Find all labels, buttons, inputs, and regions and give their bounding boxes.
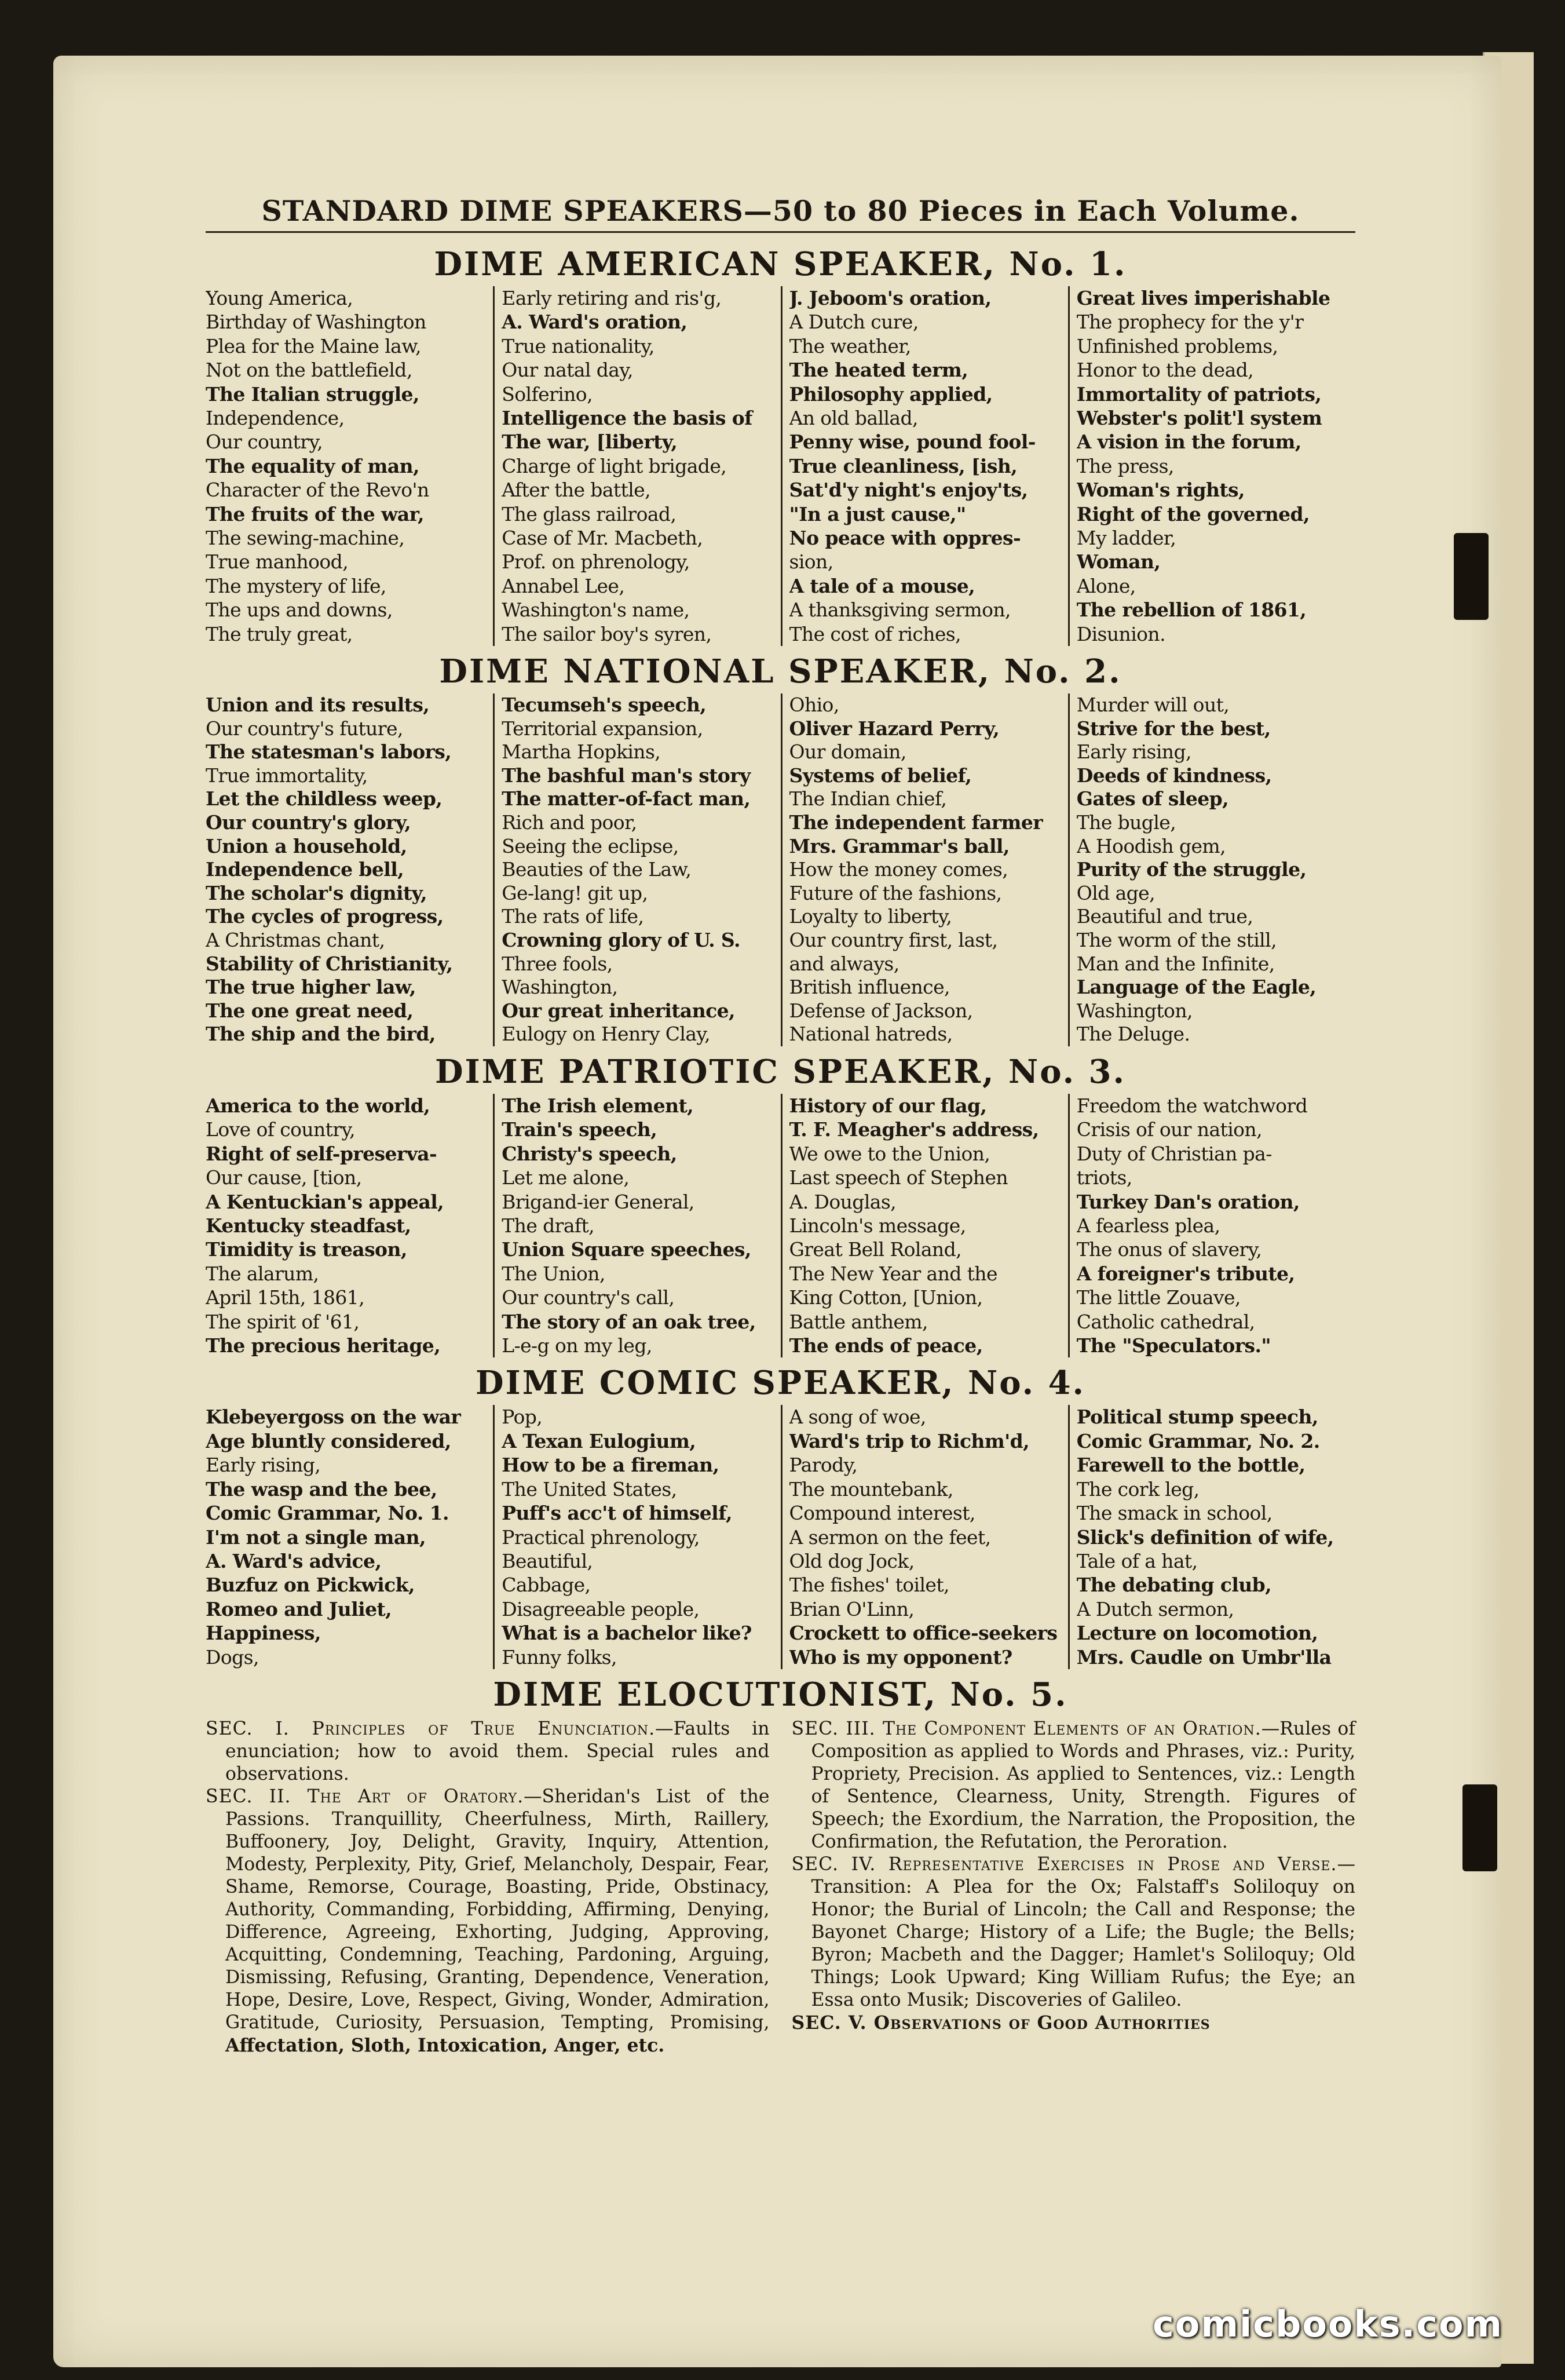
list-item: Practical phrenology, [502,1525,700,1549]
list-item: Union and its results, [206,693,430,717]
list-item: The wasp and the bee, [206,1477,437,1501]
list-item: The little Zouave, [1076,1286,1241,1309]
list-item: The glass railroad, [502,502,677,525]
list-item: Timidity is treason, [206,1238,407,1261]
list-item: After the battle, [502,479,650,502]
list-item: Let me alone, [502,1166,630,1189]
list-item: Puff's acc't of himself, [502,1502,732,1525]
list-item: Duty of Christian pa- [1076,1142,1272,1165]
list-item: A. Douglas, [789,1190,897,1213]
list-item: No peace with oppres- [789,527,1021,550]
list-item: Birthday of Washington [206,311,426,334]
list-item: "In a just cause," [789,502,966,525]
elocutionist-right-column [792,1718,1356,2057]
section-list-american [206,286,1355,646]
elocutionist-sec-2: SEC. II. The Art of Oratory.—Sheridan's List of the Passions. Tranquillity, Cheerfulness, Mirth, Raillery, Buffoonery, Joy, Delight, Gravity, Inquiry, Attention, Modesty, Perplexity, Pity, Grief, Melancholy, Despair, Fear, Shame, Remorse, Courage, Boasting, Pride, Obstinacy, Authority, Commanding, Forbidding, Affirming, Denying, Difference, Agreeing, Exhorting, Judging, Approving, Acquitting, Condemning, Teaching, Pardoning, Arguing, Dismissing, Refusing, Granting, Dependence, Veneration, Hope, Desire, Love, Respect, Giving, Wonder, Admiration, Gratitude, Curiosity, Persuasion, Tempting, Promising, Affectation, Sloth, Intoxication, Anger, etc. [206,1786,770,2056]
list-column [493,286,780,646]
list-item: Three fools, [502,952,613,975]
list-item: Right of self-preserva- [206,1142,437,1165]
list-item: Happiness, [206,1622,321,1645]
list-item: The bugle, [1076,811,1176,834]
list-item: A Christmas chant, [206,929,385,952]
list-item: sion, [789,550,833,574]
list-item: We owe to the Union, [789,1142,990,1165]
list-item: The independent farmer [789,811,1043,834]
list-item: The press, [1076,454,1174,477]
list-item: Not on the battlefield, [206,359,412,382]
list-item: T. F. Meagher's address, [789,1118,1039,1141]
list-item: Kentucky steadfast, [206,1214,411,1238]
list-item: Age bluntly considered, [206,1429,451,1452]
section-title-national: DIME NATIONAL SPEAKER, No. 2. [439,652,1122,691]
list-item: The scholar's dignity, [206,881,427,904]
list-item: Webster's polit'l system [1076,407,1322,430]
list-item: A Kentuckian's appeal, [206,1190,444,1213]
list-item: Plea for the Maine law, [206,334,421,357]
list-item: Annabel Lee, [502,574,625,597]
list-item: An old ballad, [789,407,918,430]
list-item: The equality of man, [206,454,419,477]
list-item: Right of the governed, [1076,502,1310,525]
list-item: The rats of life, [502,905,644,928]
list-item: The truly great, [206,622,353,645]
list-item: Rich and poor, [502,811,637,834]
list-item: Charge of light brigade, [502,454,727,477]
list-item: Battle anthem, [789,1310,928,1333]
list-item: Loyalty to liberty, [789,905,952,928]
list-item: Ge-lang! git up, [502,881,648,904]
list-item: Freedom the watchword [1076,1094,1308,1117]
elocutionist-left-column [206,1718,770,2057]
list-item: The war, [liberty, [502,430,678,454]
list-item: A tale of a mouse, [789,574,975,597]
list-item: A fearless plea, [1076,1214,1220,1238]
list-item: Last speech of Stephen [789,1166,1008,1189]
list-item: Martha Hopkins, [502,740,661,764]
list-item: The fruits of the war, [206,502,424,525]
list-item: Mrs. Caudle on Umbr'lla [1076,1645,1332,1669]
list-item: The prophecy for the y'r [1076,311,1304,334]
list-item: The story of an oak tree, [502,1310,756,1333]
staple-bottom [1462,1784,1497,1871]
section-list-patriotic [206,1094,1355,1357]
section-list-national [206,693,1355,1046]
list-item: Independence bell, [206,858,404,881]
list-item: Seeing the eclipse, [502,834,679,857]
elocutionist-sec-4: SEC. IV. Representative Exercises in Prose and Verse.—Transition: A Plea for the Ox; Falstaff's Soliloquy on Honor; the Burial of Lincoln; the Call and Response; the Bayonet Charge; History of a Life; the Bugle; the Bells; Byron; Macbeth and the Dagger; Hamlet's Soliloquy; Old Things; Look Upward; King William Rufus; the Eye; an Essa onto Musik; Discoveries of Galileo. [791,1853,1355,2010]
list-item: Defense of Jackson, [789,999,973,1022]
list-item: True nationality, [502,334,654,357]
list-item: Immortality of patriots, [1076,382,1322,406]
list-item: Stability of Christianity, [206,952,453,975]
list-item: The matter-of-fact man, [502,787,751,811]
list-item: Tecumseh's speech, [502,693,707,717]
list-item: Great lives imperishable [1076,287,1330,309]
list-item: Intelligence the basis of [502,407,752,430]
list-item: A thanksgiving sermon, [789,598,1011,622]
list-column [206,1405,493,1669]
site-watermark: comicbooks.com [1153,2303,1504,2345]
list-item: Prof. on phrenology, [502,550,690,574]
list-item: The sailor boy's syren, [502,622,712,645]
list-item: Ohio, [789,693,839,717]
list-item: Pop, [502,1406,543,1429]
list-item: British influence, [789,976,950,999]
list-item: Territorial expansion, [502,717,703,740]
list-item: True cleanliness, [ish, [789,454,1018,477]
list-item: Strive for the best, [1076,717,1271,740]
list-item: The debating club, [1076,1574,1272,1597]
list-item: The New Year and the [789,1262,997,1285]
list-item: Systems of belief, [789,764,972,787]
list-item: Union Square speeches, [502,1238,751,1261]
list-item: A Texan Eulogium, [502,1429,696,1452]
section-title-american: DIME AMERICAN SPEAKER, No. 1. [434,245,1127,283]
list-item: How the money comes, [789,858,1008,881]
list-item: Lecture on locomotion, [1076,1622,1318,1645]
list-item: The Union, [502,1262,605,1285]
list-item: Political stump speech, [1076,1406,1318,1429]
list-item: Brigand-ier General, [502,1190,694,1213]
list-item: Our domain, [789,740,906,764]
list-item: Man and the Infinite, [1076,952,1275,975]
elocutionist-sec-5: SEC. V. Observations of Good Authorities [791,2012,1211,2034]
list-item: and always, [789,952,899,975]
list-item: The bashful man's story [502,764,751,787]
list-item: Washington's name, [502,598,690,622]
list-item: Crowning glory of U. S. [502,929,740,952]
list-column [493,1405,780,1669]
list-item: National hatreds, [789,1023,953,1046]
list-item: The cost of riches, [789,622,961,645]
list-item: Washington, [502,976,618,999]
list-item: Early rising, [206,1454,321,1477]
list-item: The sewing-machine, [206,527,405,550]
list-item: Comic Grammar, No. 2. [1076,1429,1320,1452]
page-content [206,194,1355,2057]
list-item: Oliver Hazard Perry, [789,717,1000,740]
list-item: The fishes' toilet, [789,1574,949,1597]
list-item: The "Speculators." [1076,1334,1271,1357]
section-list-comic [206,1405,1355,1669]
list-item: The weather, [789,334,911,357]
list-item: Who is my opponent? [789,1645,1012,1669]
section-title-patriotic: DIME PATRIOTIC SPEAKER, No. 3. [434,1053,1127,1091]
list-item: The cycles of progress, [206,905,444,928]
list-item: A. Ward's advice, [206,1549,382,1572]
list-item: The alarum, [206,1262,319,1285]
list-item: Case of Mr. Macbeth, [502,527,703,550]
list-item: A song of woe, [789,1406,926,1429]
list-item: Sat'd'y night's enjoy'ts, [789,479,1028,502]
list-item: The rebellion of 1861, [1076,598,1307,622]
list-column [206,1094,493,1357]
list-item: Crisis of our nation, [1076,1118,1262,1141]
list-item: Woman's rights, [1076,479,1245,502]
page-banner: STANDARD DIME SPEAKERS—50 to 80 Pieces in Each Volume. [206,194,1355,233]
list-item: Gates of sleep, [1076,787,1228,811]
list-item: Great Bell Roland, [789,1238,961,1261]
list-item: triots, [1076,1166,1132,1189]
list-item: Klebeyergoss on the war [206,1406,461,1429]
list-item: Slick's definition of wife, [1076,1525,1334,1549]
list-item: Mrs. Grammar's ball, [789,834,1010,857]
list-item: Character of the Revo'n [206,479,429,502]
list-column [781,1405,1068,1669]
list-item: Our country's call, [502,1286,675,1309]
list-item: The United States, [502,1477,677,1501]
list-item: J. Jeboom's oration, [789,287,992,309]
list-column [781,286,1068,646]
list-item: L-e-g on my leg, [502,1334,652,1357]
list-item: Deeds of kindness, [1076,764,1272,787]
list-column [493,1094,780,1357]
elocutionist-sec-1: SEC. I. Principles of True Enunciation.—Faults in enunciation; how to avoid them. Special rules and observations. [206,1718,770,1784]
list-item: The Indian chief, [789,787,947,811]
list-item: Our great inheritance, [502,999,735,1022]
list-item: The ends of peace, [789,1334,983,1357]
list-item: My ladder, [1076,527,1176,550]
list-column [1068,693,1355,1046]
list-item: True manhood, [206,550,349,574]
list-item: A Hoodish gem, [1076,834,1226,857]
list-item: Catholic cathedral, [1076,1310,1255,1333]
list-item: The mountebank, [789,1477,953,1501]
list-item: Our country, [206,430,323,454]
list-item: True immortality, [206,764,368,787]
list-item: April 15th, 1861, [206,1286,365,1309]
list-item: Farewell to the bottle, [1076,1454,1306,1477]
list-item: Early retiring and ris'g, [502,287,722,309]
list-item: Woman, [1076,550,1161,574]
list-item: Future of the fashions, [789,881,1002,904]
list-column [206,286,493,646]
list-item: A sermon on the feet, [789,1525,991,1549]
list-item: Buzfuz on Pickwick, [206,1574,415,1597]
list-item: Honor to the dead, [1076,359,1254,382]
list-item: Beauties of the Law, [502,858,692,881]
list-item: A Dutch sermon, [1076,1597,1234,1620]
list-item: Language of the Eagle, [1076,976,1317,999]
list-item: Purity of the struggle, [1076,858,1307,881]
list-item: Train's speech, [502,1118,657,1141]
list-item: Funny folks, [502,1645,617,1669]
list-item: The one great need, [206,999,414,1022]
list-item: Disunion. [1076,622,1165,645]
list-item: The spirit of '61, [206,1310,360,1333]
list-column [1068,286,1355,646]
list-item: The ups and downs, [206,598,393,622]
list-item: Turkey Dan's oration, [1076,1190,1300,1213]
elocutionist-contents [206,1718,1355,2057]
elocutionist-sec-3: SEC. III. The Component Elements of an Oration.—Rules of Composition as applied to Words and Phrases, viz.: Purity, Propriety, Precision. As applied to Sentences, viz.: Length of Sentence, Clearness, Unity, Strength. Figures of Speech; the Exordium, the Narration, the Proposition, the Confirmation, the Refutation, the Peroration. [791,1718,1355,1852]
list-item: The worm of the still, [1076,929,1277,952]
list-item: Our country's glory, [206,811,411,834]
list-item: Lincoln's message, [789,1214,966,1238]
list-item: Comic Grammar, No. 1. [206,1502,449,1525]
list-item: The cork leg, [1076,1477,1200,1501]
list-item: Young America, [206,287,353,309]
list-item: Murder will out, [1076,693,1230,717]
section-title-comic: DIME COMIC SPEAKER, No. 4. [475,1364,1086,1403]
list-item: Our country first, last, [789,929,998,952]
list-item: The ship and the bird, [206,1023,436,1046]
list-item: Old age, [1076,881,1155,904]
list-item: The onus of slavery, [1076,1238,1262,1261]
list-item: A foreigner's tribute, [1076,1262,1295,1285]
list-column [781,1094,1068,1357]
list-item: Dogs, [206,1645,259,1669]
list-item: Beautiful, [502,1549,593,1572]
list-item: Love of country, [206,1118,356,1141]
list-item: Old dog Jock, [789,1549,915,1572]
list-item: The true higher law, [206,976,416,999]
list-item: Beautiful and true, [1076,905,1253,928]
list-item: Early rising, [1076,740,1191,764]
list-column [1068,1094,1355,1357]
section-title-elocutionist: DIME ELOCUTIONIST, No. 5. [493,1675,1068,1714]
list-item: Our country's future, [206,717,403,740]
list-item: Ward's trip to Richm'd, [789,1429,1030,1452]
list-item: Disagreeable people, [502,1597,700,1620]
list-item: Our cause, [tion, [206,1166,362,1189]
list-item: The draft, [502,1214,595,1238]
list-item: King Cotton, [Union, [789,1286,983,1309]
list-item: Christy's speech, [502,1142,677,1165]
list-item: A Dutch cure, [789,311,919,334]
list-item: Let the childless weep, [206,787,443,811]
list-item: A vision in the forum, [1076,430,1301,454]
list-item: Washington, [1076,999,1193,1022]
list-item: Our natal day, [502,359,633,382]
list-item: Brian O'Linn, [789,1597,915,1620]
list-item: The Italian struggle, [206,382,419,406]
list-item: Crockett to office-seekers [789,1622,1058,1645]
list-column [781,693,1068,1046]
list-item: I'm not a single man, [206,1525,426,1549]
list-item: Compound interest, [789,1502,975,1525]
list-item: Romeo and Juliet, [206,1597,392,1620]
list-item: Independence, [206,407,345,430]
list-item: Union a household, [206,834,407,857]
list-item: A. Ward's oration, [502,311,688,334]
list-column [206,693,493,1046]
list-item: The Irish element, [502,1094,694,1117]
list-item: Parody, [789,1454,858,1477]
list-item: America to the world, [206,1094,430,1117]
list-column [1068,1405,1355,1669]
list-item: Unfinished problems, [1076,334,1278,357]
list-item: The heated term, [789,359,968,382]
staple-top [1454,533,1489,620]
list-item: The smack in school, [1076,1502,1273,1525]
list-item: Penny wise, pound fool- [789,430,1036,454]
list-item: Tale of a hat, [1076,1549,1198,1572]
list-column [493,693,780,1046]
list-item: The mystery of life, [206,574,386,597]
list-item: Philosophy applied, [789,382,993,406]
list-item: Alone, [1076,574,1136,597]
list-item: Solferino, [502,382,593,406]
list-item: History of our flag, [789,1094,987,1117]
list-item: Cabbage, [502,1574,591,1597]
list-item: What is a bachelor like? [502,1622,752,1645]
list-item: The Deluge. [1076,1023,1190,1046]
list-item: Eulogy on Henry Clay, [502,1023,710,1046]
list-item: The precious heritage, [206,1334,441,1357]
list-item: How to be a fireman, [502,1454,719,1477]
list-item: The statesman's labors, [206,740,452,764]
